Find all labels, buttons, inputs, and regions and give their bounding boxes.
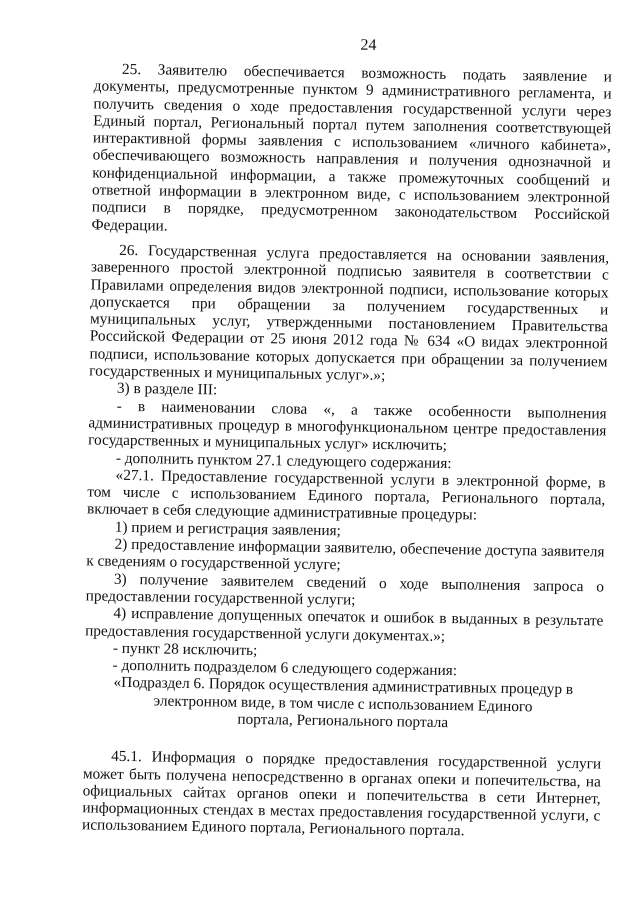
subsection-heading-line-1: «Подраздел 6. Порядок осуществления административных процедур в: [113, 674, 574, 699]
amendment-add-subsection-6: - дополнить подразделом 6 следующего содержания:: [112, 656, 458, 680]
subsection-6-heading: [84, 674, 603, 734]
subsection-heading-line-3: портала, Регионального портала: [237, 710, 449, 732]
procedure-item-3: 3) получение заявителем сведений о ходе выполнения запроса о предоставлении государственной услуги;: [85, 570, 605, 609]
paragraph-25: 25. Заявителю обеспечивается возможность подать заявление и документы, предусмотренные пунктом 9 административного регламента, и получить сведения о ходе предоставления государственной услуги через Единый портал, Региональный портал путем заполнения соответствующей интерактивной формы заявления с использованием «личного кабинета», обеспечивающего возможность направления и получения однозначной и конфиденциальной информации, а также промежуточных сообщений и ответной информации в электронном виде, с использованием электронной подписи в порядке, предусмотренном законодательством Российской Федерации.: [91, 60, 613, 235]
paragraph-26: 26. Государственная услуга предоставляется на основании заявления, заверенного простой электронной подписью заявителя в соответствии с Правилами определения видов электронной подписи, использование которых допускается при обращении за получением государственных и муниципальных услуг, утвержденными постановлением Правительства Российской Федерации от 25 июня 2012 года № 634 «О видах электронной подписи, использование которых допускается при обращении за получением государственных и муниципальных услуг».»;: [89, 241, 610, 385]
amendment-add-27-1: - дополнить пунктом 27.1 следующего содержания:: [115, 449, 452, 472]
paragraph-45-1: 45.1. Информация о порядке предоставления государственной услуги может быть получена непосредственно в органах опеки и попечительства, на официальных сайтах органов опеки и попечительства в сети Интернет, информационных стендах в местах предоставления государственной услуги, с использованием Единого портала, Регионального портала.: [81, 748, 602, 840]
section-3-intro: 3) в разделе III:: [116, 380, 218, 399]
amendment-title-words: - в наименовании слова «, а также особенности выполнения административных процедур в многофункциональном центре предоставления государственных и муниципальных услуг» исключить;: [88, 397, 607, 455]
procedure-item-1: 1) прием и регистрация заявления;: [114, 518, 342, 540]
procedure-item-4: 4) исправление допущенных опечаток и ошибок в выданных в результате предоставления государственной услуги документах.»;: [85, 604, 604, 645]
amendment-remove-28: - пункт 28 исключить;: [112, 639, 258, 659]
procedure-item-2: 2) предоставление информации заявителю, обеспечение доступа заявителя к сведениям о государственной услуге;: [86, 535, 605, 574]
paragraph-27-1: «27.1. Предоставление государственной услуги в электронной форме, в том числе с использованием Единого портала, Регионального портала, включает в себя следующие административные процедуры:: [86, 466, 606, 524]
page-number: 24: [360, 36, 377, 54]
subsection-heading-line-2: электронном виде, в том числе с использованием Единого: [153, 692, 533, 716]
